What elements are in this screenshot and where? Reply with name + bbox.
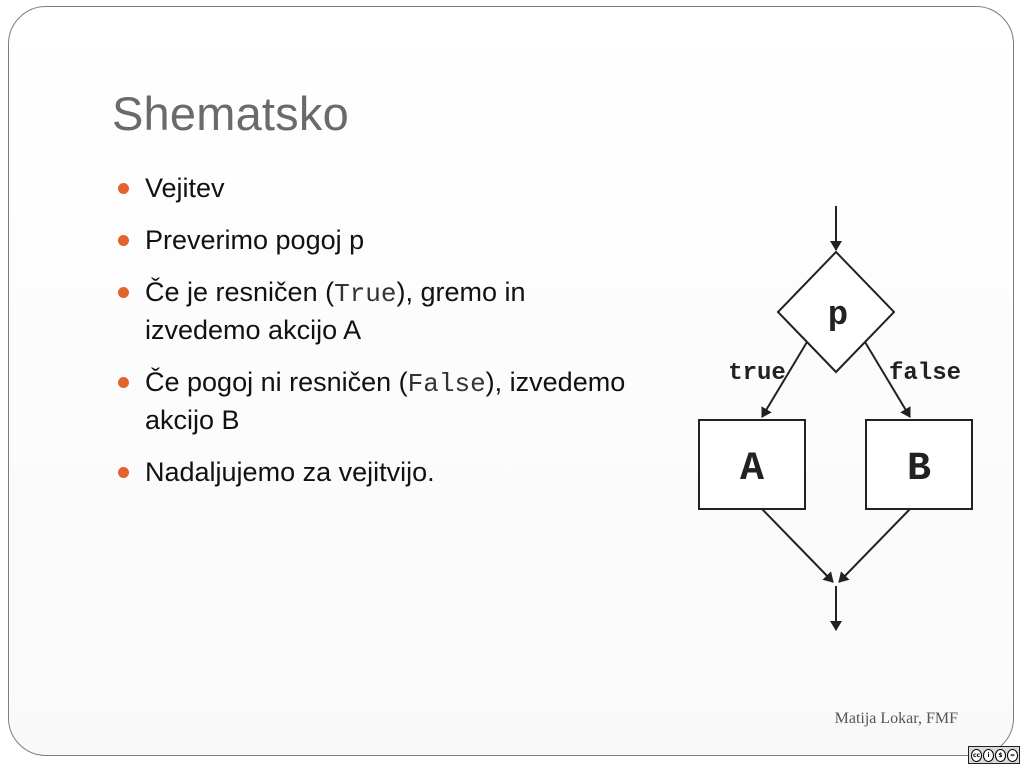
bullet-marker — [118, 183, 129, 194]
bullet-text: Vejitev — [145, 173, 225, 203]
bullet-text: Nadaljujemo za vejitvijo. — [145, 457, 435, 487]
bullet-text: ), izvedemo akcijo B — [145, 367, 626, 435]
bullet-text: Če pogoj ni resničen ( — [145, 367, 408, 397]
bullet-text: Če je resničen ( — [145, 277, 335, 307]
bullet-text: ), gremo in izvedemo akcijo A — [145, 277, 526, 345]
flowchart-diagram — [690, 200, 990, 640]
license-badge[interactable] — [968, 746, 1020, 764]
bullet-text: Preverimo pogoj p — [145, 225, 365, 255]
bullet-list — [115, 170, 635, 506]
bullet-marker — [118, 287, 129, 298]
author-credit: Matija Lokar, FMF — [834, 710, 958, 727]
action-b-label: B — [906, 447, 932, 492]
merge-arrow-b — [839, 509, 910, 582]
bullet-item — [115, 222, 635, 258]
bullet-item — [115, 364, 635, 438]
bullet-marker — [118, 467, 129, 478]
bullet-marker — [118, 235, 129, 246]
action-a-label: A — [739, 447, 765, 492]
by-icon: i — [983, 749, 994, 762]
true-label: true — [728, 360, 786, 387]
merge-arrow-a — [762, 509, 833, 582]
bullet-item — [115, 274, 635, 348]
bullet-item — [115, 454, 635, 490]
bullet-item — [115, 170, 635, 206]
false-label: false — [888, 360, 962, 387]
slide-title: Shematsko — [112, 87, 349, 140]
bullet-marker — [118, 377, 129, 388]
condition-label: p — [827, 297, 849, 335]
code-keyword: False — [407, 369, 486, 399]
code-keyword: True — [334, 279, 397, 309]
nd-icon: = — [1007, 749, 1018, 762]
nc-icon: $ — [995, 749, 1006, 762]
cc-icon: cc — [971, 749, 982, 762]
